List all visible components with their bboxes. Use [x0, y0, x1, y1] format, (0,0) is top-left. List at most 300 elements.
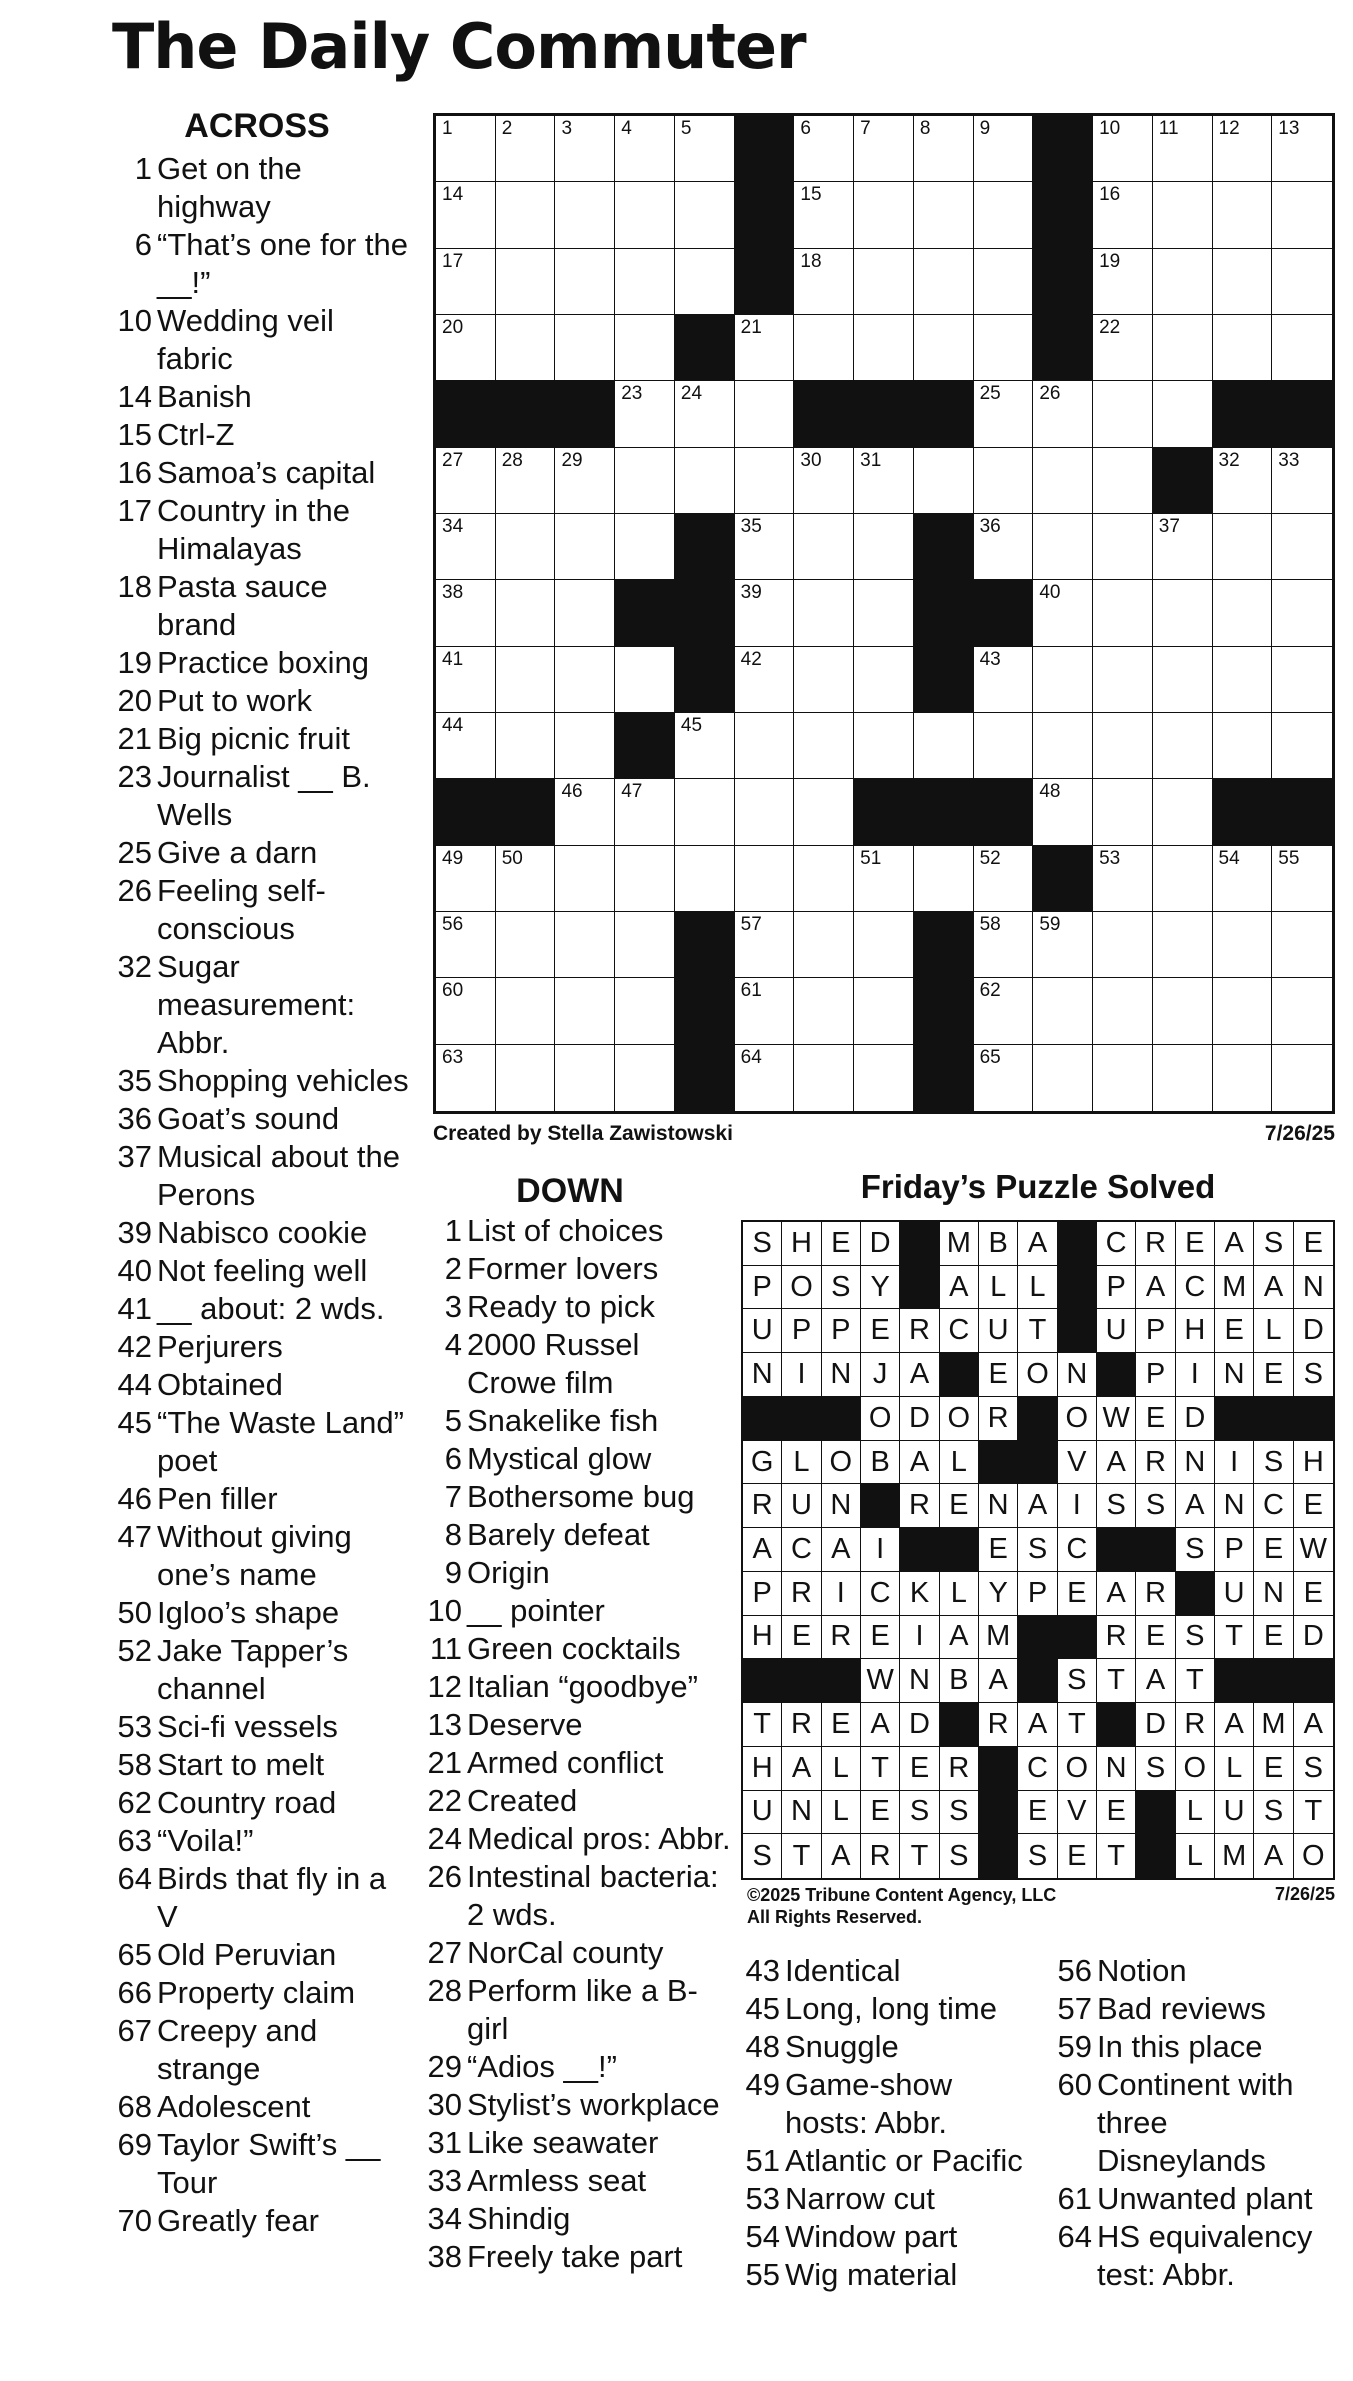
grid-cell[interactable]	[555, 182, 615, 248]
grid-cell[interactable]	[555, 1045, 615, 1111]
grid-cell[interactable]	[1033, 713, 1093, 779]
grid-cell[interactable]	[1033, 779, 1093, 845]
grid-cell[interactable]	[555, 912, 615, 978]
grid-cell[interactable]	[914, 713, 974, 779]
clue-text: Without giving one’s name	[157, 1519, 352, 1592]
grid-cell[interactable]	[794, 182, 854, 248]
grid-cell[interactable]	[794, 647, 854, 713]
grid-cell[interactable]	[1153, 249, 1213, 315]
grid-cell[interactable]	[974, 116, 1034, 182]
clue-number: 30	[427, 2087, 462, 2122]
clue-text: Old Peruvian	[157, 1937, 337, 1972]
grid-cell[interactable]	[675, 448, 735, 514]
grid-cell[interactable]	[1093, 249, 1153, 315]
clue-item[interactable]	[112, 758, 412, 834]
clue-item[interactable]	[740, 2028, 1040, 2066]
solution-letter: R	[979, 1397, 1018, 1441]
grid-cell[interactable]	[496, 182, 556, 248]
grid-cell[interactable]	[1153, 978, 1213, 1044]
black-square	[1033, 182, 1093, 248]
clue-item[interactable]	[112, 1062, 412, 1100]
grid-cell[interactable]	[914, 249, 974, 315]
solution-letter: Y	[979, 1572, 1018, 1616]
grid-cell[interactable]	[615, 1045, 675, 1111]
grid-cell[interactable]	[555, 249, 615, 315]
grid-cell[interactable]	[794, 580, 854, 646]
grid-cell[interactable]	[496, 315, 556, 381]
clue-item[interactable]	[422, 1934, 737, 1972]
grid-cell[interactable]	[914, 182, 974, 248]
grid-cell[interactable]	[675, 249, 735, 315]
grid-cell[interactable]	[1272, 315, 1332, 381]
clue-item[interactable]	[740, 2066, 1040, 2142]
clue-item[interactable]	[112, 1974, 412, 2012]
solution-letter: T	[1058, 1703, 1097, 1747]
grid-cell[interactable]	[974, 514, 1034, 580]
grid-cell[interactable]	[1033, 381, 1093, 447]
grid-cell[interactable]	[496, 846, 556, 912]
grid-cell[interactable]	[1093, 713, 1153, 779]
grid-cell[interactable]	[1272, 647, 1332, 713]
clue-item[interactable]	[112, 872, 412, 948]
grid-cell[interactable]	[1153, 182, 1213, 248]
grid-cell[interactable]	[735, 448, 795, 514]
grid-cell[interactable]	[1033, 1045, 1093, 1111]
grid-cell[interactable]	[1213, 912, 1273, 978]
grid-cell[interactable]	[1213, 580, 1273, 646]
cell-number: 3	[561, 118, 573, 139]
grid-cell[interactable]	[1093, 116, 1153, 182]
grid-cell[interactable]	[794, 249, 854, 315]
grid-cell[interactable]	[436, 182, 496, 248]
grid-cell[interactable]	[1213, 647, 1273, 713]
clue-item[interactable]	[112, 226, 412, 302]
grid-cell[interactable]	[854, 1045, 914, 1111]
grid-cell[interactable]	[436, 647, 496, 713]
grid-cell[interactable]	[436, 315, 496, 381]
grid-cell[interactable]	[735, 514, 795, 580]
grid-cell[interactable]	[496, 978, 556, 1044]
cell-number: 42	[740, 648, 762, 670]
clue-item[interactable]	[422, 2048, 737, 2086]
grid-cell[interactable]	[555, 713, 615, 779]
clue-item[interactable]	[112, 492, 412, 568]
grid-cell[interactable]	[854, 116, 914, 182]
solution-letter: I	[1176, 1353, 1215, 1397]
grid-cell[interactable]	[1153, 846, 1213, 912]
grid-cell[interactable]	[1033, 448, 1093, 514]
clue-item[interactable]	[422, 1706, 737, 1744]
clue-item[interactable]	[112, 1328, 412, 1366]
clue-item[interactable]	[112, 1860, 412, 1936]
grid-cell[interactable]	[735, 713, 795, 779]
grid-cell[interactable]	[1033, 580, 1093, 646]
clue-item[interactable]	[422, 2200, 737, 2238]
grid-cell[interactable]	[794, 713, 854, 779]
grid-cell[interactable]	[1213, 116, 1273, 182]
clue-item[interactable]	[112, 1100, 412, 1138]
clue-item[interactable]	[112, 1214, 412, 1252]
grid-cell[interactable]	[1093, 580, 1153, 646]
grid-cell[interactable]	[1272, 846, 1332, 912]
grid-cell[interactable]	[555, 580, 615, 646]
clue-item[interactable]	[112, 1594, 412, 1632]
grid-cell[interactable]	[1272, 580, 1332, 646]
clue-item[interactable]	[112, 2088, 412, 2126]
grid-cell[interactable]	[1153, 779, 1213, 845]
grid-cell[interactable]	[555, 978, 615, 1044]
grid-cell[interactable]	[1153, 580, 1213, 646]
grid-cell[interactable]	[794, 448, 854, 514]
grid-cell[interactable]	[1213, 182, 1273, 248]
grid-cell[interactable]	[1153, 116, 1213, 182]
grid-cell[interactable]	[1272, 1045, 1332, 1111]
clue-item[interactable]	[740, 1952, 1040, 1990]
grid-cell[interactable]	[436, 846, 496, 912]
grid-cell[interactable]	[1272, 713, 1332, 779]
grid-cell[interactable]	[1093, 978, 1153, 1044]
grid-cell[interactable]	[735, 1045, 795, 1111]
grid-cell[interactable]	[1153, 713, 1213, 779]
grid-cell[interactable]	[675, 779, 735, 845]
clue-item[interactable]	[112, 1632, 412, 1708]
grid-cell[interactable]	[794, 514, 854, 580]
grid-cell[interactable]	[555, 116, 615, 182]
crossword-grid[interactable]	[433, 113, 1335, 1114]
grid-cell[interactable]	[615, 846, 675, 912]
clue-item[interactable]	[112, 644, 412, 682]
grid-cell[interactable]	[615, 912, 675, 978]
clue-item[interactable]	[422, 1668, 737, 1706]
clue-item[interactable]	[422, 1782, 737, 1820]
grid-cell[interactable]	[854, 249, 914, 315]
clue-text: Mystical glow	[467, 1441, 652, 1476]
grid-cell[interactable]	[1213, 978, 1273, 1044]
clue-item[interactable]	[422, 1516, 737, 1554]
grid-cell[interactable]	[1272, 182, 1332, 248]
clue-item[interactable]	[112, 302, 412, 378]
grid-cell[interactable]	[914, 846, 974, 912]
grid-cell[interactable]	[794, 315, 854, 381]
cell-number: 27	[442, 449, 464, 471]
clue-number: 66	[117, 1975, 152, 2010]
clue-item[interactable]	[422, 2124, 737, 2162]
clue-item[interactable]	[422, 1402, 737, 1440]
clue-item[interactable]	[112, 378, 412, 416]
grid-cell[interactable]	[1093, 315, 1153, 381]
clue-item[interactable]	[422, 1592, 737, 1630]
grid-cell[interactable]	[496, 116, 556, 182]
grid-cell[interactable]	[1213, 315, 1273, 381]
grid-cell[interactable]	[1153, 514, 1213, 580]
grid-cell[interactable]	[1153, 1045, 1213, 1111]
grid-cell[interactable]	[735, 315, 795, 381]
grid-cell[interactable]	[555, 779, 615, 845]
grid-cell[interactable]	[1093, 647, 1153, 713]
grid-cell[interactable]	[1272, 912, 1332, 978]
cell-number: 32	[1218, 449, 1240, 471]
grid-cell[interactable]	[1153, 315, 1213, 381]
grid-cell[interactable]	[854, 846, 914, 912]
grid-cell[interactable]	[1033, 647, 1093, 713]
solution-letter: A	[1215, 1222, 1254, 1266]
grid-cell[interactable]	[974, 846, 1034, 912]
clue-number: 40	[117, 1253, 152, 1288]
clue-text: Jake Tapper’s channel	[157, 1633, 349, 1706]
clue-item[interactable]	[112, 568, 412, 644]
grid-cell[interactable]	[1213, 713, 1273, 779]
solution-letter: O	[782, 1266, 821, 1310]
grid-cell[interactable]	[496, 249, 556, 315]
grid-cell[interactable]	[1093, 912, 1153, 978]
grid-cell[interactable]	[555, 514, 615, 580]
grid-cell[interactable]	[1093, 846, 1153, 912]
grid-cell[interactable]	[675, 182, 735, 248]
grid-cell[interactable]	[1033, 912, 1093, 978]
grid-cell[interactable]	[436, 978, 496, 1044]
grid-cell[interactable]	[914, 448, 974, 514]
grid-cell[interactable]	[794, 1045, 854, 1111]
clue-item[interactable]	[422, 1250, 737, 1288]
grid-cell[interactable]	[496, 514, 556, 580]
grid-cell[interactable]	[735, 978, 795, 1044]
clue-item[interactable]	[112, 2202, 412, 2240]
black-square	[854, 779, 914, 845]
grid-cell[interactable]	[1213, 846, 1273, 912]
grid-cell[interactable]	[854, 580, 914, 646]
grid-cell[interactable]	[615, 116, 675, 182]
grid-cell[interactable]	[1213, 1045, 1273, 1111]
grid-cell[interactable]	[974, 448, 1034, 514]
clue-item[interactable]	[740, 2256, 1040, 2294]
clue-text: Wig material	[785, 2257, 958, 2292]
grid-cell[interactable]	[735, 912, 795, 978]
grid-cell[interactable]	[615, 182, 675, 248]
clue-item[interactable]	[112, 1518, 412, 1594]
solution-letter: S	[1058, 1659, 1097, 1703]
grid-cell[interactable]	[854, 448, 914, 514]
grid-cell[interactable]	[436, 713, 496, 779]
grid-cell[interactable]	[496, 580, 556, 646]
clue-item[interactable]	[422, 2162, 737, 2200]
solution-letter: S	[743, 1834, 782, 1878]
grid-cell[interactable]	[496, 647, 556, 713]
grid-cell[interactable]	[1093, 1045, 1153, 1111]
grid-cell[interactable]	[1093, 448, 1153, 514]
grid-cell[interactable]	[974, 978, 1034, 1044]
grid-cell[interactable]	[436, 1045, 496, 1111]
solution-letter: M	[1254, 1703, 1293, 1747]
clue-item[interactable]	[112, 1936, 412, 1974]
clue-item[interactable]	[1052, 1952, 1342, 1990]
grid-cell[interactable]	[735, 580, 795, 646]
clue-text: Barely defeat	[467, 1517, 650, 1552]
grid-cell[interactable]	[794, 846, 854, 912]
grid-cell[interactable]	[1153, 647, 1213, 713]
clue-item[interactable]	[112, 454, 412, 492]
grid-cell[interactable]	[615, 381, 675, 447]
clue-item[interactable]	[422, 1288, 737, 1326]
grid-cell[interactable]	[1153, 381, 1213, 447]
grid-cell[interactable]	[675, 116, 735, 182]
clue-item[interactable]	[112, 416, 412, 454]
grid-cell[interactable]	[436, 580, 496, 646]
grid-cell[interactable]	[675, 713, 735, 779]
clue-item[interactable]	[112, 1480, 412, 1518]
grid-cell[interactable]	[1213, 514, 1273, 580]
clue-item[interactable]	[422, 1858, 737, 1934]
clue-item[interactable]	[1052, 2066, 1342, 2180]
grid-cell[interactable]	[675, 381, 735, 447]
black-square	[615, 580, 675, 646]
grid-cell[interactable]	[735, 381, 795, 447]
grid-cell[interactable]	[794, 912, 854, 978]
grid-cell[interactable]	[1272, 514, 1332, 580]
grid-cell[interactable]	[735, 846, 795, 912]
grid-cell[interactable]	[974, 381, 1034, 447]
clue-item[interactable]	[112, 1290, 412, 1328]
grid-cell[interactable]	[854, 713, 914, 779]
clue-item[interactable]	[112, 1252, 412, 1290]
grid-cell[interactable]	[436, 912, 496, 978]
grid-cell[interactable]	[854, 647, 914, 713]
grid-cell[interactable]	[615, 647, 675, 713]
grid-cell[interactable]	[974, 1045, 1034, 1111]
clue-item[interactable]	[112, 1784, 412, 1822]
grid-cell[interactable]	[1093, 779, 1153, 845]
solution-letter: E	[1136, 1397, 1175, 1441]
grid-cell[interactable]	[675, 846, 735, 912]
grid-cell[interactable]	[854, 514, 914, 580]
grid-cell[interactable]	[914, 116, 974, 182]
clue-item[interactable]	[422, 1440, 737, 1478]
grid-cell[interactable]	[974, 182, 1034, 248]
grid-cell[interactable]	[555, 448, 615, 514]
grid-cell[interactable]	[854, 182, 914, 248]
clue-item[interactable]	[1052, 1990, 1342, 2028]
clue-item[interactable]	[112, 948, 412, 1062]
grid-cell[interactable]	[1093, 381, 1153, 447]
grid-cell[interactable]	[436, 448, 496, 514]
clue-item[interactable]	[740, 2142, 1040, 2180]
grid-cell[interactable]	[496, 912, 556, 978]
solution-letter: E	[1097, 1791, 1136, 1835]
clue-item[interactable]	[422, 1212, 737, 1250]
grid-cell[interactable]	[1033, 514, 1093, 580]
grid-cell[interactable]	[794, 978, 854, 1044]
grid-cell[interactable]	[615, 514, 675, 580]
clue-item[interactable]	[422, 1972, 737, 2048]
clue-item[interactable]	[422, 2238, 737, 2276]
grid-cell[interactable]	[974, 713, 1034, 779]
grid-cell[interactable]	[854, 912, 914, 978]
grid-cell[interactable]	[555, 846, 615, 912]
clue-item[interactable]	[112, 1404, 412, 1480]
grid-cell[interactable]	[1213, 249, 1273, 315]
clue-item[interactable]	[422, 1744, 737, 1782]
clue-item[interactable]	[422, 1326, 737, 1402]
grid-cell[interactable]	[555, 647, 615, 713]
grid-cell[interactable]	[1093, 514, 1153, 580]
black-square	[1033, 116, 1093, 182]
grid-cell[interactable]	[974, 647, 1034, 713]
clue-item[interactable]	[1052, 2028, 1342, 2066]
cell-number: 26	[1039, 383, 1061, 405]
grid-cell[interactable]	[496, 1045, 556, 1111]
grid-cell[interactable]	[854, 315, 914, 381]
black-square	[914, 1045, 974, 1111]
grid-cell[interactable]	[974, 315, 1034, 381]
grid-cell[interactable]	[496, 448, 556, 514]
solution-black-square	[1176, 1572, 1215, 1616]
clue-item[interactable]	[422, 1554, 737, 1592]
clue-item[interactable]	[740, 2180, 1040, 2218]
clue-text: Armless seat	[467, 2163, 647, 2198]
grid-cell[interactable]	[615, 315, 675, 381]
clue-item[interactable]	[112, 682, 412, 720]
grid-cell[interactable]	[1033, 978, 1093, 1044]
grid-cell[interactable]	[496, 713, 556, 779]
clue-item[interactable]	[422, 1820, 737, 1858]
grid-cell[interactable]	[1153, 912, 1213, 978]
grid-cell[interactable]	[555, 315, 615, 381]
clue-item[interactable]	[422, 2086, 737, 2124]
grid-cell[interactable]	[1272, 448, 1332, 514]
grid-cell[interactable]	[974, 912, 1034, 978]
solution-letter: H	[782, 1222, 821, 1266]
solution-letter: O	[1058, 1747, 1097, 1791]
clue-item[interactable]	[112, 720, 412, 758]
grid-cell[interactable]	[914, 315, 974, 381]
grid-cell[interactable]	[436, 116, 496, 182]
clue-item[interactable]	[422, 1478, 737, 1516]
grid-cell[interactable]	[615, 978, 675, 1044]
grid-cell[interactable]	[1272, 116, 1332, 182]
clue-item[interactable]	[112, 2012, 412, 2088]
grid-cell[interactable]	[974, 249, 1034, 315]
grid-cell[interactable]	[735, 647, 795, 713]
clue-item[interactable]	[112, 1138, 412, 1214]
clue-item[interactable]	[112, 1708, 412, 1746]
clue-item[interactable]	[740, 1990, 1040, 2028]
grid-cell[interactable]	[1093, 182, 1153, 248]
clue-item[interactable]	[112, 150, 412, 226]
clue-item[interactable]	[1052, 2180, 1342, 2218]
clue-item[interactable]	[112, 1822, 412, 1860]
clue-item[interactable]	[740, 2218, 1040, 2256]
grid-cell[interactable]	[794, 779, 854, 845]
grid-cell[interactable]	[436, 514, 496, 580]
clue-item[interactable]	[1052, 2218, 1342, 2294]
clue-number: 37	[117, 1139, 152, 1174]
clue-item[interactable]	[112, 2126, 412, 2202]
clue-item[interactable]	[422, 1630, 737, 1668]
grid-cell[interactable]	[1272, 249, 1332, 315]
clue-item[interactable]	[112, 1746, 412, 1784]
grid-cell[interactable]	[735, 779, 795, 845]
grid-cell[interactable]	[436, 249, 496, 315]
clue-item[interactable]	[112, 834, 412, 872]
grid-cell[interactable]	[854, 978, 914, 1044]
grid-cell[interactable]	[615, 249, 675, 315]
clue-item[interactable]	[112, 1366, 412, 1404]
grid-cell[interactable]	[1272, 978, 1332, 1044]
clue-text: Country road	[157, 1785, 337, 1820]
grid-cell[interactable]	[794, 116, 854, 182]
grid-cell[interactable]	[615, 779, 675, 845]
grid-cell[interactable]	[615, 448, 675, 514]
grid-cell[interactable]	[1213, 448, 1273, 514]
